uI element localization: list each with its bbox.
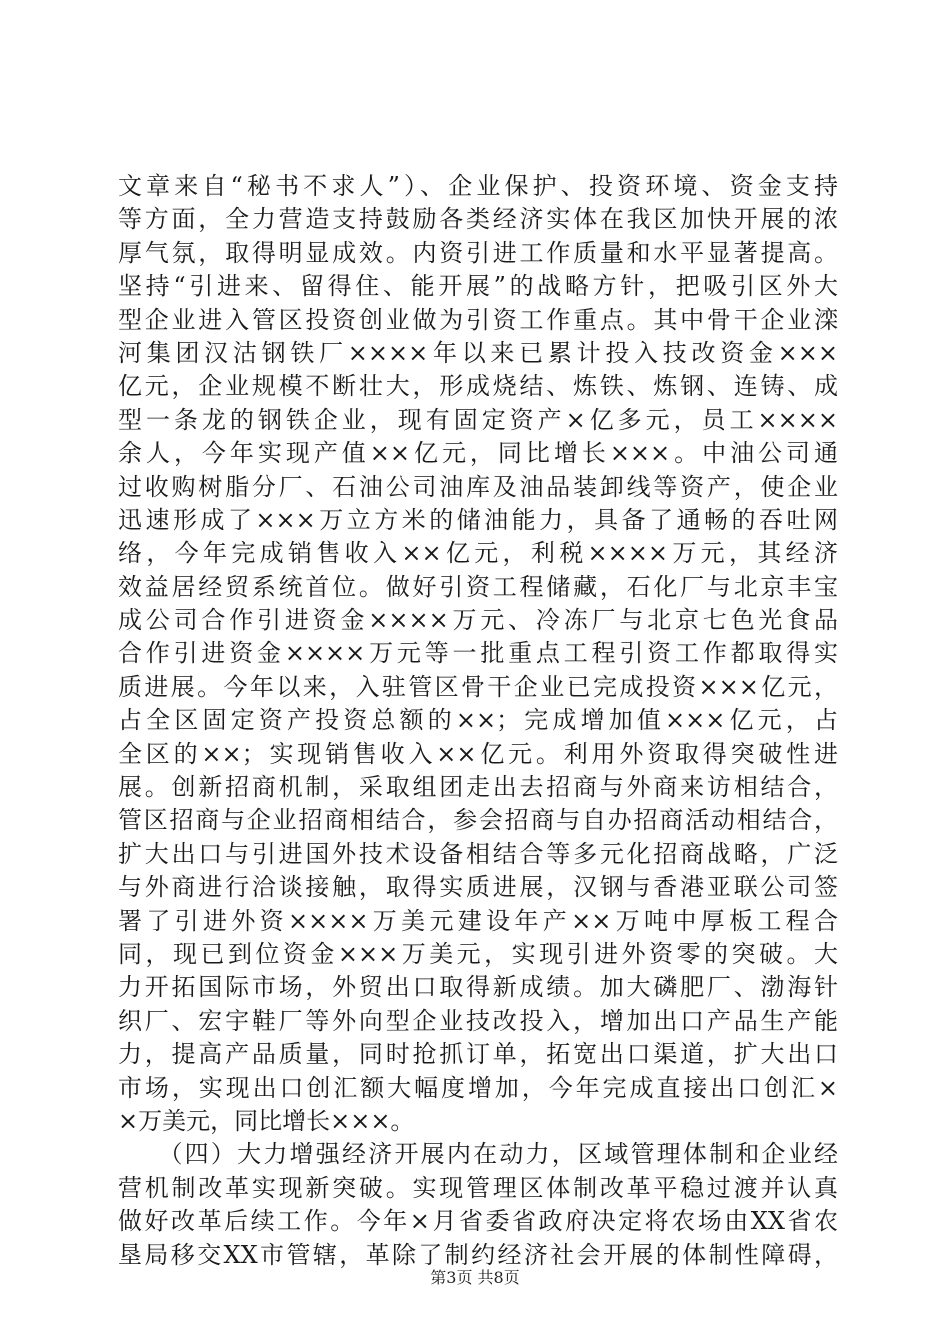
- text-line: 型一条龙的钢铁企业，现有固定资产×亿多元，员工××××: [118, 405, 838, 434]
- text-line: 过收购树脂分厂、石油公司油库及油品装卸线等资产，使企业: [118, 472, 838, 501]
- text-line: 管区招商与企业招商相结合，参会招商与自办招商活动相结合，: [118, 806, 838, 835]
- text-line: 市场，实现出口创汇额大幅度增加，今年完成直接出口创汇×: [118, 1073, 838, 1102]
- text-line: 厚气氛，取得明显成效。内资引进工作质量和水平显著提高。: [118, 238, 838, 267]
- section-heading-line: （四）大力增强经济开展内在动力，区域管理体制和企业经: [118, 1140, 838, 1169]
- text-line: 络，今年完成销售收入××亿元，利税××××万元，其经济: [118, 539, 838, 568]
- text-line: 营机制改革实现新突破。实现管理区体制改革平稳过渡并认真: [118, 1173, 838, 1202]
- text-line: 力开拓国际市场，外贸出口取得新成绩。加大磷肥厂、渤海针: [118, 973, 838, 1002]
- text-line: 织厂、宏宇鞋厂等外向型企业技改投入，增加出口产品生产能: [118, 1006, 838, 1035]
- text-line: 署了引进外资××××万美元建设年产××万吨中厚板工程合: [118, 906, 838, 935]
- text-line: 质进展。今年以来，入驻管区骨干企业已完成投资×××亿元，: [118, 672, 838, 701]
- text-line: 占全区固定资产投资总额的××；完成增加值×××亿元，占: [118, 706, 838, 735]
- text-line: 与外商进行洽谈接触，取得实质进展，汉钢与香港亚联公司签: [118, 873, 838, 902]
- text-line: 坚持“引进来、留得住、能开展”的战略方针，把吸引区外大: [118, 272, 838, 301]
- paragraph-end-line: ×万美元，同比增长×××。: [118, 1106, 415, 1135]
- page-number-footer: 第3页 共8页: [430, 1268, 520, 1287]
- text-line: 展。创新招商机制，采取组团走出去招商与外商来访相结合，: [118, 773, 838, 802]
- text-line: 亿元，企业规模不断壮大，形成烧结、炼铁、炼钢、连铸、成: [118, 372, 838, 401]
- text-line: 迅速形成了×××万立方米的储油能力，具备了通畅的吞吐网: [118, 505, 838, 534]
- text-line: 合作引进资金××××万元等一批重点工程引资工作都取得实: [118, 639, 838, 668]
- text-line: 文章来自“秘书不求人”）、企业保护、投资环境、资金支持: [118, 172, 838, 200]
- text-line: 扩大出口与引进国外技术设备相结合等多元化招商战略，广泛: [118, 839, 838, 868]
- text-line: 河集团汉沽钢铁厂××××年以来已累计投入技改资金×××: [118, 338, 838, 367]
- text-line: 型企业进入管区投资创业做为引资工作重点。其中骨干企业滦: [118, 305, 838, 334]
- text-line: 垦局移交XX市管辖，革除了制约经济社会开展的体制性障碍，: [118, 1240, 838, 1269]
- text-line: 成公司合作引进资金××××万元、冷冻厂与北京七色光食品: [118, 606, 838, 635]
- text-line: 全区的××；实现销售收入××亿元。利用外资取得突破性进: [118, 739, 838, 768]
- text-line: 效益居经贸系统首位。做好引资工程储藏，石化厂与北京丰宝: [118, 572, 838, 601]
- text-line: 等方面，全力营造支持鼓励各类经济实体在我区加快开展的浓: [118, 205, 838, 234]
- text-line: 做好改革后续工作。今年×月省委省政府决定将农场由XX省农: [118, 1207, 838, 1236]
- body-text: [118, 170, 838, 1272]
- text-line: 余人，今年实现产值××亿元，同比增长×××。中油公司通: [118, 439, 838, 468]
- text-line: 同，现已到位资金×××万美元，实现引进外资零的突破。大: [118, 939, 838, 968]
- text-line: 力，提高产品质量，同时抢抓订单，拓宽出口渠道，扩大出口: [118, 1040, 838, 1069]
